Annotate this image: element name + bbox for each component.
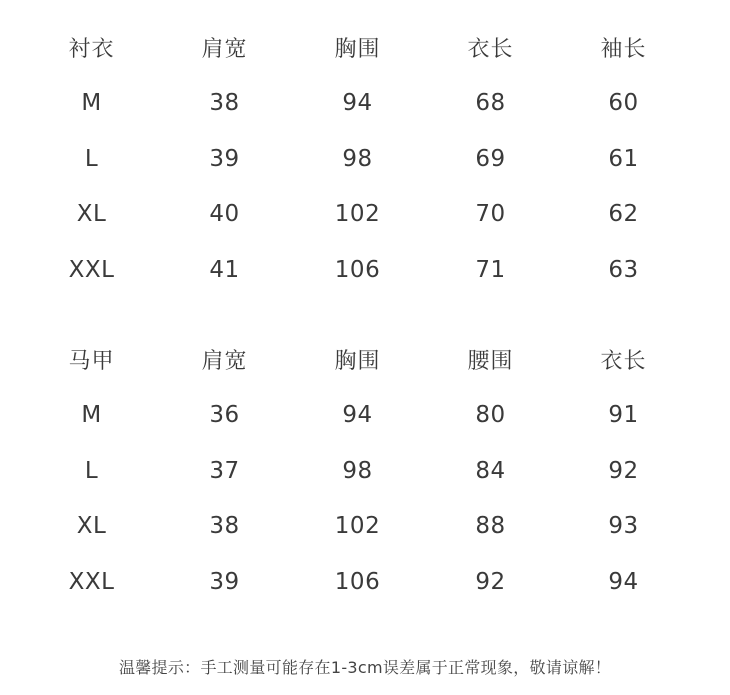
value-cell: 63 — [608, 256, 639, 283]
value-cell: 71 — [475, 256, 506, 283]
value-cell: 93 — [608, 513, 639, 540]
value-cell: 94 — [608, 568, 639, 595]
header-cell-shoulder: 肩宽 — [201, 37, 248, 63]
size-cell: L — [84, 457, 99, 484]
value-cell: 40 — [209, 201, 240, 228]
table-row — [0, 131, 730, 187]
table-row — [0, 187, 730, 243]
size-cell: M — [81, 402, 102, 429]
header-cell-garment: 马甲 — [68, 349, 115, 375]
value-cell: 70 — [475, 201, 506, 228]
header-cell-length: 衣长 — [467, 37, 514, 63]
table-row — [0, 242, 730, 298]
value-cell: 91 — [608, 402, 639, 429]
value-cell: 92 — [475, 568, 506, 595]
size-cell: XL — [76, 201, 107, 228]
value-cell: 98 — [342, 457, 373, 484]
value-cell: 98 — [342, 145, 373, 172]
header-cell-length: 衣长 — [600, 349, 647, 375]
table-row — [0, 499, 730, 555]
value-cell: 39 — [209, 568, 240, 595]
shirt-size-table — [0, 20, 730, 298]
value-cell: 41 — [209, 256, 240, 283]
value-cell: 102 — [334, 513, 381, 540]
size-cell: XXL — [68, 568, 115, 595]
value-cell: 69 — [475, 145, 506, 172]
size-cell: M — [81, 90, 102, 117]
value-cell: 36 — [209, 402, 240, 429]
size-cell: XXL — [68, 256, 115, 283]
value-cell: 106 — [334, 568, 381, 595]
value-cell: 94 — [342, 402, 373, 429]
value-cell: 61 — [608, 145, 639, 172]
table-row — [0, 388, 730, 444]
header-cell-waist: 腰围 — [467, 349, 514, 375]
size-cell: L — [84, 145, 99, 172]
value-cell: 38 — [209, 90, 240, 117]
table-row — [0, 76, 730, 132]
size-cell: XL — [76, 513, 107, 540]
value-cell: 84 — [475, 457, 506, 484]
value-cell: 39 — [209, 145, 240, 172]
value-cell: 106 — [334, 256, 381, 283]
value-cell: 37 — [209, 457, 240, 484]
value-cell: 62 — [608, 201, 639, 228]
value-cell: 60 — [608, 90, 639, 117]
value-cell: 68 — [475, 90, 506, 117]
value-cell: 94 — [342, 90, 373, 117]
value-cell: 88 — [475, 513, 506, 540]
table-row — [0, 443, 730, 499]
value-cell: 102 — [334, 201, 381, 228]
header-cell-garment: 衬衣 — [68, 37, 115, 63]
value-cell: 92 — [608, 457, 639, 484]
header-cell-sleeve: 袖长 — [600, 37, 647, 63]
value-cell: 38 — [209, 513, 240, 540]
header-cell-chest: 胸围 — [334, 349, 381, 375]
header-cell-chest: 胸围 — [334, 37, 381, 63]
header-cell-shoulder: 肩宽 — [201, 349, 248, 375]
table-row — [0, 554, 730, 610]
table-header-row — [0, 332, 730, 388]
value-cell: 80 — [475, 402, 506, 429]
table-header-row — [0, 20, 730, 76]
vest-size-table — [0, 332, 730, 610]
measurement-note: 温馨提示：手工测量可能存在1-3cm误差属于正常现象，敬请谅解！ — [118, 658, 612, 677]
